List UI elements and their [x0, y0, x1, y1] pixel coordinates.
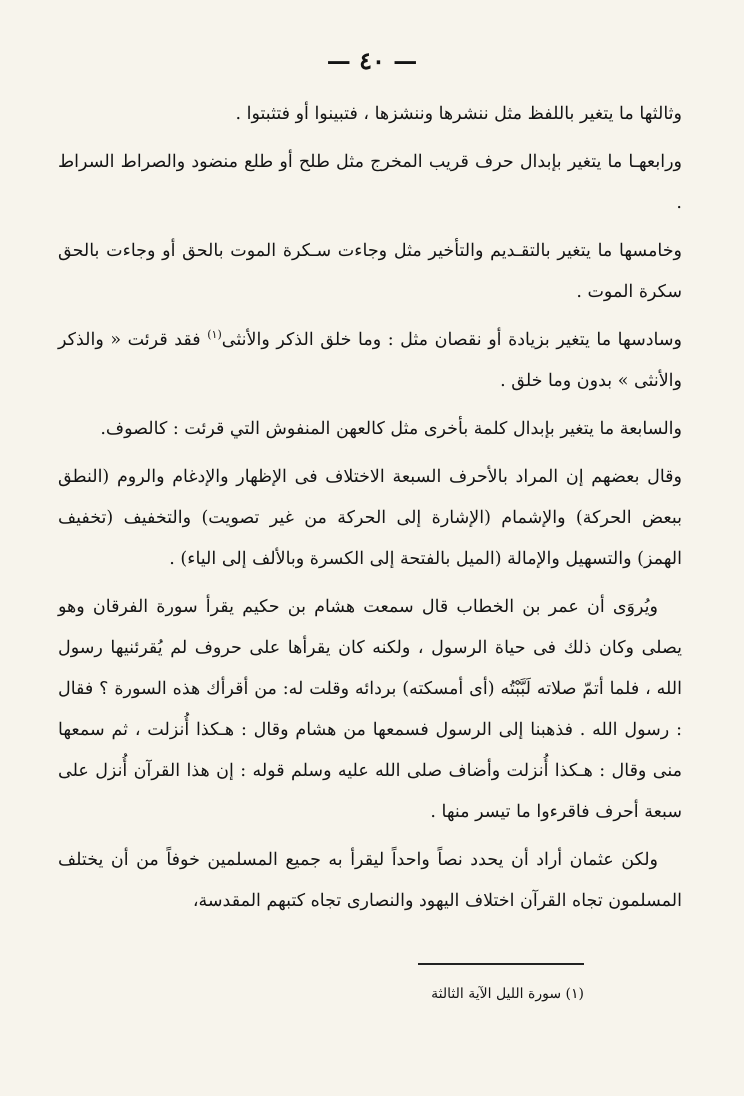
body-text	[58, 94, 682, 929]
paragraph-third-type: وثالثها ما يتغير باللفظ مثل ننشرها وننشزها ، فتبينوا أو فتثبتوا .	[235, 104, 682, 124]
paragraph-other-opinion: وقال بعضهم إن المراد بالأحرف السبعة الاختلاف فى الإظهار والإدغام والروم (النطق ببعض الحركة) والإشمام (الإشارة إلى الحركة من غير تصويت) والتخفيف (تخفيف الهمز) والتسهيل والإمالة (الميل بالفتحة إلى الكسرة وبالألف إلى الياء) .	[58, 467, 682, 569]
paragraph-fifth-type: وخامسها ما يتغير بالتقـديم والتأخير مثل وجاءت سـكرة الموت بالحق أو وجاءت بالحق سكرة الموت .	[58, 241, 682, 302]
footnote: (١) سورة الليل الآية الثالثة	[431, 986, 584, 1002]
page-number: — ٤٠ —	[326, 46, 418, 75]
paragraph-uthman: ولكن عثمان أراد أن يحدد نصاً واحداً ليقرأ به جميع المسلمين خوفاً من أن يختلف المسلمون تجاه القرآن اختلاف اليهود والنصارى تجاه كتبهم المقدسة،	[58, 850, 682, 911]
paragraph-fourth-type: ورابعهـا ما يتغير بإبدال حرف قريب المخرج مثل طلح أو طلع منضود والصراط السراط .	[58, 152, 682, 213]
paragraph-umar-narration: ويُروَى أن عمر بن الخطاب قال سمعت هشام بن حكيم يقرأ سورة الفرقان وهو يصلى وكان ذلك فى حياة الرسول ، ولكنه كان يقرأها على حروف لم يُقرئنيها رسول الله ، فلما أتمّ صلاته لَبَّبْتُه (أى أمسكته) بردائه وقلت له: من أقرأك هذه السورة ؟ فقال : رسول الله . فذهبنا إلى الرسول فسمعها من هشام وقال : هـكذا أُنزلت ، ثم سمعها منى وقال : هـكذا أُنزلت وأضاف صلى الله عليه وسلم قوله : إن هذا القرآن أُنزل على سبعة أحرف فاقرءوا ما تيسر منها .	[58, 597, 682, 822]
footnote-divider	[418, 963, 584, 965]
sixth-type-continuation: فقد قرئت « والذكر والأنثى » بدون وما خلق .	[58, 330, 682, 391]
footnote-marker[interactable]: (١)	[207, 328, 222, 342]
paragraph-seventh-type: والسابعة ما يتغير بإبدال كلمة بأخرى مثل كالعهن المنفوش التي قرئت : كالصوف.	[100, 419, 682, 439]
sixth-type-text: وسادسها ما يتغير بزيادة أو نقصان مثل : وما خلق الذكر والأنثى	[221, 330, 682, 350]
paragraph-sixth-type	[58, 320, 682, 402]
